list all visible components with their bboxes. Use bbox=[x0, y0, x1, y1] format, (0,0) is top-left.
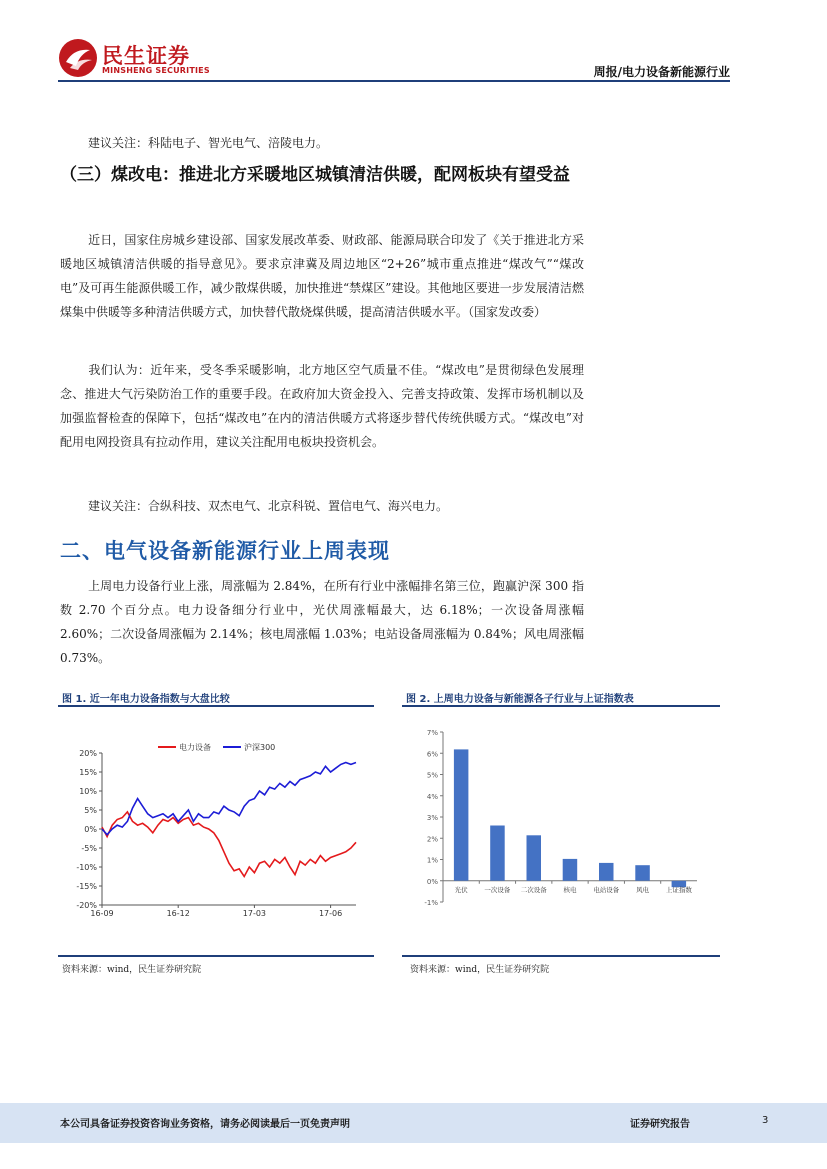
x-tick-label: 16-12 bbox=[166, 909, 190, 918]
section-heading-weekly-performance: 二、电气设备新能源行业上周表现 bbox=[60, 539, 390, 563]
x-tick-label: 光伏 bbox=[454, 885, 468, 894]
figure-2-title: 图 2. 上周电力设备与新能源各子行业与上证指数表 bbox=[406, 694, 634, 705]
footer-report-type: 证券研究报告 bbox=[630, 1119, 690, 1130]
header-divider bbox=[58, 80, 730, 82]
y-tick-label: 10% bbox=[79, 787, 97, 796]
x-tick-label: 17-06 bbox=[318, 909, 343, 918]
paragraph-text: 建议关注：科陆电子、智光电气、涪陵电力。 bbox=[88, 136, 329, 150]
x-tick-label: 电站设备 bbox=[593, 885, 620, 894]
y-tick-label: -20% bbox=[76, 901, 97, 910]
x-tick-label: 二次设备 bbox=[520, 885, 547, 894]
figure-1-bottom-rule bbox=[58, 955, 374, 957]
x-tick-label: 上证指数 bbox=[665, 885, 692, 894]
bar-4 bbox=[599, 863, 614, 881]
figure-2-top-rule bbox=[402, 705, 720, 707]
legend-label: 电力设备 bbox=[179, 743, 211, 752]
y-tick-label: 0% bbox=[84, 825, 97, 834]
bar-5 bbox=[635, 865, 650, 881]
paragraph-text: 建议关注：合纵科技、双杰电气、北京科锐、置信电气、海兴电力。 bbox=[88, 499, 449, 513]
y-tick-label: -10% bbox=[76, 863, 97, 872]
y-tick-label: 4% bbox=[426, 792, 438, 801]
y-tick-label: 15% bbox=[79, 768, 97, 777]
paragraph-text: 近日，国家住房城乡建设部、国家发展改革委、财政部、能源局联合印发了《关于推进北方采暖地区城镇清洁供暖的指导意见》。要求京津冀及周边地区“2+26”城市重点推进“煤改气”“煤改电”及可再生能源供暖工作，减少散煤供暖，加快推进“禁煤区”建设。其他地区要进一步发展清洁燃煤集中供暖等多种清洁供暖方式，加快替代散烧煤供暖，提高清洁供暖水平。（国家发改委） bbox=[60, 233, 584, 319]
company-logo bbox=[58, 38, 218, 78]
y-tick-label: 5% bbox=[84, 806, 97, 815]
x-tick-label: 一次设备 bbox=[484, 885, 511, 894]
figure-1-top-rule bbox=[58, 705, 374, 707]
logo-name-cn: 民生证券 bbox=[102, 44, 190, 68]
report-category-tag: 周报/电力设备新能源行业 bbox=[593, 65, 730, 79]
x-tick-label: 17-03 bbox=[242, 909, 267, 918]
paragraph-policy-news bbox=[60, 228, 584, 324]
x-tick-label: 核电 bbox=[563, 885, 577, 894]
section-heading-coal-to-electricity: （三）煤改电：推进北方采暖地区城镇清洁供暖，配网板块有望受益 bbox=[60, 165, 570, 185]
bar-0 bbox=[454, 749, 469, 880]
page-number: 3 bbox=[762, 1115, 769, 1126]
bar-2 bbox=[527, 835, 542, 881]
paragraph-recommend-1 bbox=[60, 131, 584, 155]
x-tick-label: 风电 bbox=[636, 885, 650, 894]
y-tick-label: 2% bbox=[426, 835, 438, 844]
y-tick-label: 6% bbox=[426, 750, 438, 759]
bar-3 bbox=[563, 859, 578, 881]
paragraph-our-view bbox=[60, 358, 584, 454]
y-tick-label: 0% bbox=[426, 877, 438, 886]
paragraph-text: 我们认为：近年来，受冬季采暖影响，北方地区空气质量不佳。“煤改电”是贯彻绿色发展理念、推进大气污染防治工作的重要手段。在政府加大资金投入、完善支持政策、发挥市场机制以及加强监督检查的保障下，包括“煤改电”在内的清洁供暖方式将逐步替代传统供暖方式。“煤改电”对配用电网投资具有拉动作用，建议关注配用电板块投资机会。 bbox=[60, 363, 584, 449]
y-tick-label: 5% bbox=[426, 771, 438, 780]
y-tick-label: 3% bbox=[426, 814, 438, 822]
y-tick-label: -1% bbox=[424, 899, 438, 907]
series-line-power-equipment bbox=[102, 812, 356, 877]
logo-mark-icon bbox=[58, 38, 98, 78]
paragraph-weekly-summary bbox=[60, 574, 584, 670]
figure-2-bottom-rule bbox=[402, 955, 720, 957]
figure-2-source: 资料来源：wind，民生证券研究院 bbox=[410, 965, 550, 975]
y-tick-label: -5% bbox=[81, 844, 97, 853]
y-tick-label: 7% bbox=[426, 729, 438, 737]
x-tick-label: 16-09 bbox=[90, 909, 114, 918]
y-tick-label: 20% bbox=[79, 749, 97, 758]
bar-chart-subsector-weekly bbox=[405, 722, 705, 912]
figure-1-title: 图 1. 近一年电力设备指数与大盘比较 bbox=[62, 694, 230, 705]
figure-1-source: 资料来源：wind，民生证券研究院 bbox=[62, 965, 202, 975]
paragraph-recommend-2 bbox=[60, 494, 584, 518]
y-tick-label: -15% bbox=[76, 882, 97, 891]
legend-label: 沪深300 bbox=[244, 743, 276, 752]
footer-disclaimer: 本公司具备证券投资咨询业务资格，请务必阅读最后一页免责声明 bbox=[60, 1119, 350, 1130]
y-tick-label: 1% bbox=[426, 856, 438, 865]
paragraph-text: 上周电力设备行业上涨，周涨幅为 2.84%，在所有行业中涨幅排名第三位，跑赢沪深 300 指数 2.70 个百分点。电力设备细分行业中，光伏周涨幅最大，达 6.18%；一次设备周涨幅 2.60%；二次设备周涨幅为 2.14%；核电周涨幅 1.03%；电站设备周涨幅为 0.84%；风电周涨幅 0.73%。 bbox=[60, 579, 584, 665]
bar-1 bbox=[490, 826, 505, 881]
line-chart-index-comparison bbox=[60, 735, 370, 920]
logo-name-en: MINSHENG SECURITIES bbox=[102, 66, 210, 75]
